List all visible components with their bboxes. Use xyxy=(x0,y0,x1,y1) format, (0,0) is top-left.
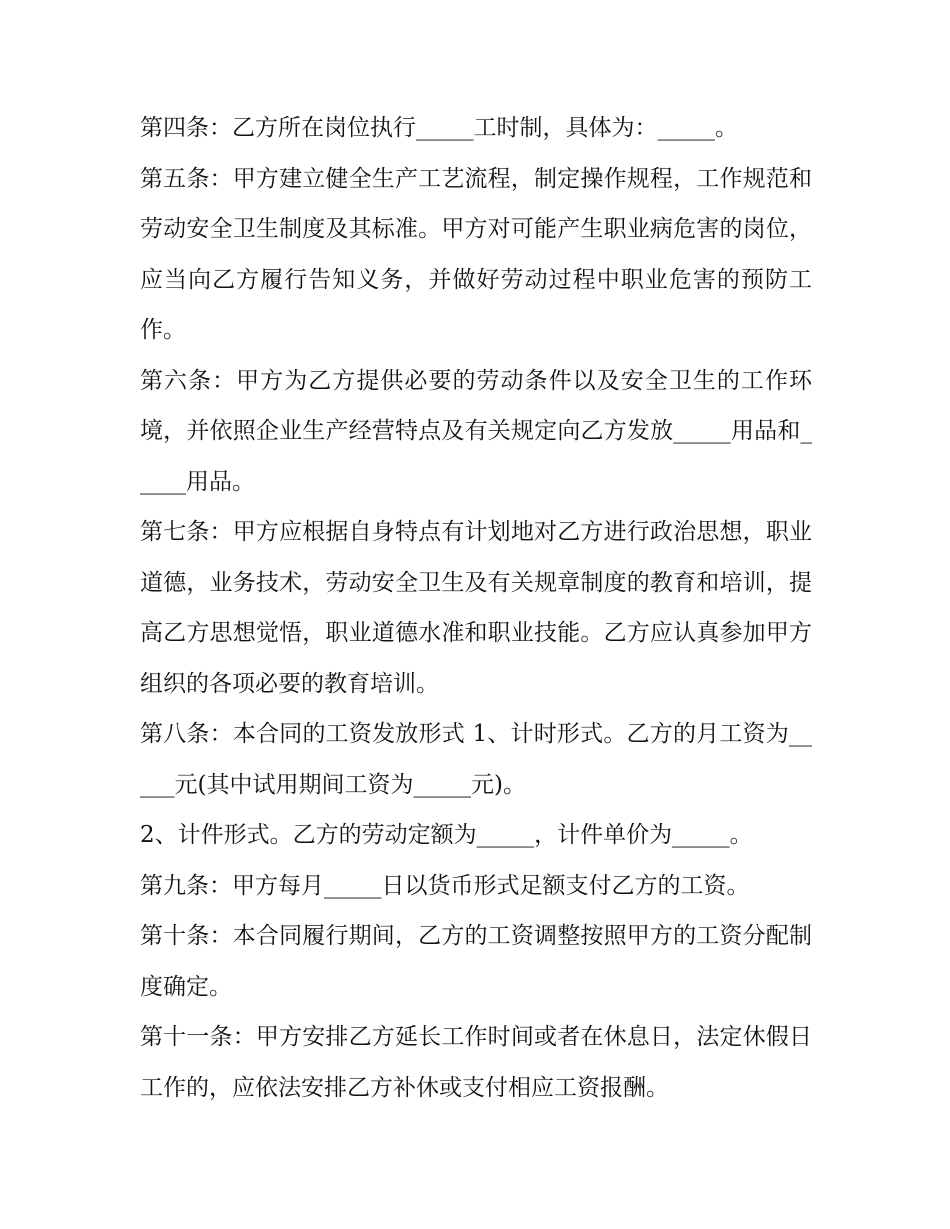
article-4-paragraph: 第四条：乙方所在岗位执行_____工时制，具体为：_____。 xyxy=(140,115,738,141)
article-11-paragraph: 第十一条：甲方安排乙方延长工作时间或者在休息日，法定休假日工作的，应依法安排乙方补休或支付相应工资报酬。 xyxy=(140,1024,812,1101)
article-10-paragraph: 第十条：本合同履行期间，乙方的工资调整按照甲方的工资分配制度确定。 xyxy=(140,923,812,1000)
article-9-paragraph: 第九条：甲方每月_____日以货币形式足额支付乙方的工资。 xyxy=(140,872,750,899)
article-8-paragraph: 第八条：本合同的工资发放形式 1、计时形式。乙方的月工资为_____元(其中试用期间工资为_____元)。 xyxy=(140,721,812,798)
document-body xyxy=(140,103,812,1113)
article-6-paragraph: 第六条：甲方为乙方提供必要的劳动条件以及安全卫生的工作环境，并依照企业生产经营特点及有关规定向乙方发放_____用品和_____用品。 xyxy=(140,367,812,495)
article-7-paragraph: 第七条：甲方应根据自身特点有计划地对乙方进行政治思想，职业道德，业务技术，劳动安全卫生及有关规章制度的教育和培训，提高乙方思想觉悟，职业道德水准和职业技能。乙方应认真参加甲方组织的各项必要的教育培训。 xyxy=(140,519,812,697)
article-5-paragraph: 第五条：甲方建立健全生产工艺流程，制定操作规程，工作规范和劳动安全卫生制度及其标准。甲方对可能产生职业病危害的岗位，应当向乙方履行告知义务，并做好劳动过程中职业危害的预防工作。 xyxy=(140,165,812,343)
article-8-item-2-paragraph: 2、计件形式。乙方的劳动定额为_____，计件单价为_____。 xyxy=(140,822,753,848)
